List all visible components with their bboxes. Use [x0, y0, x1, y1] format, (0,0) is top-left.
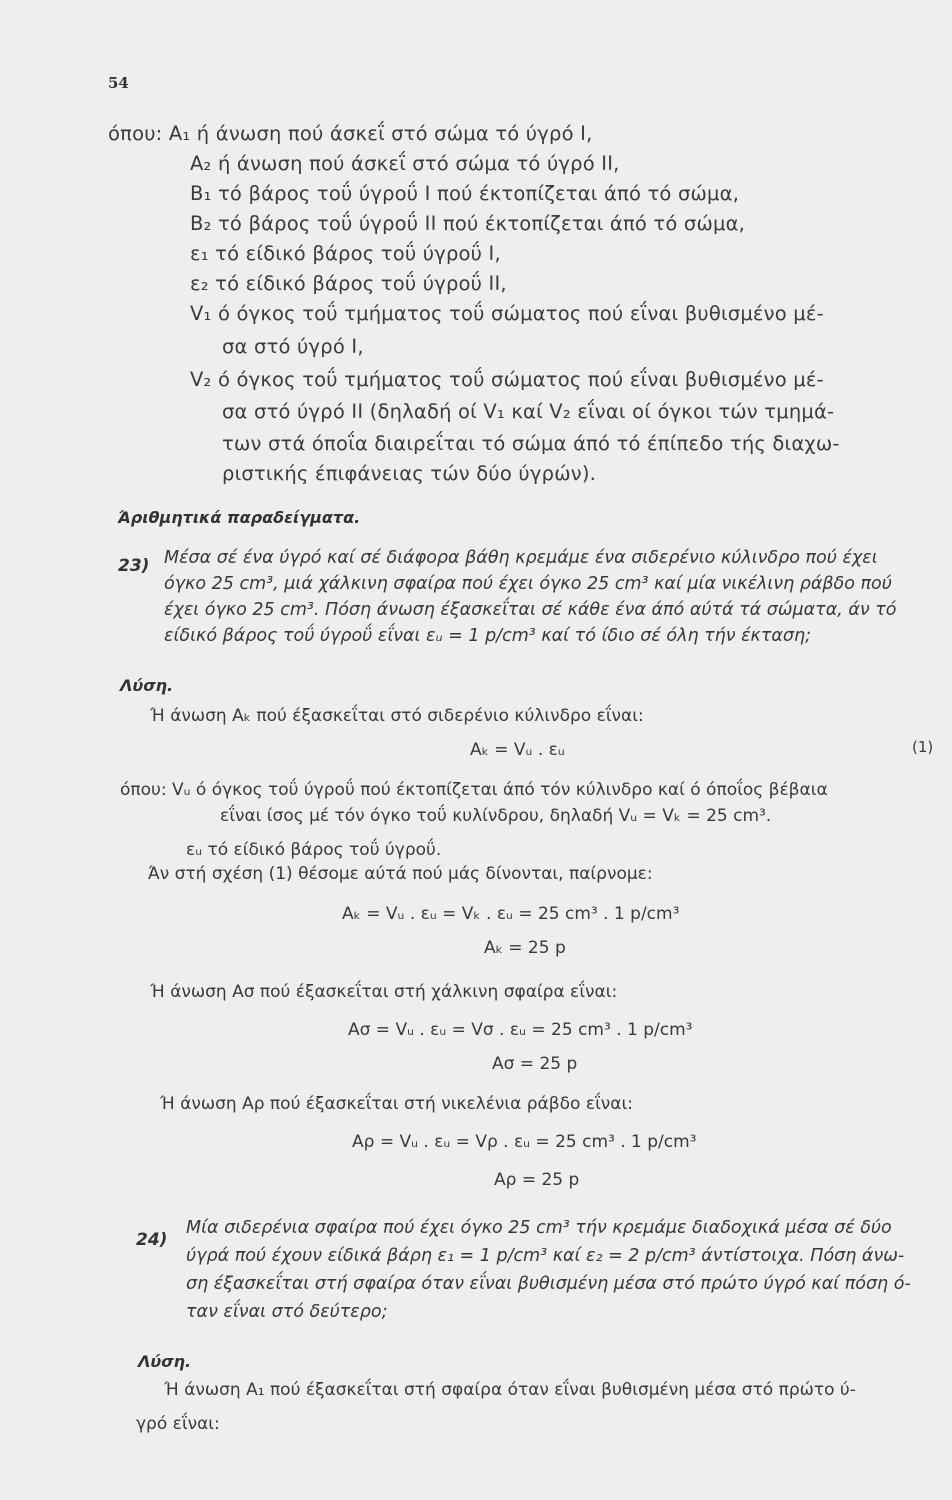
- solution-text: Ή άνωση Aρ πού έξασκεΐται στή νικελένια ράβδο εΐναι:: [160, 1094, 633, 1114]
- exercise-number: 23): [118, 556, 150, 576]
- def-line: ε₂ τό είδικό βάρος τοΰ ύγροΰ ΙΙ,: [190, 272, 507, 295]
- equation-result: Aσ = 25 p: [492, 1054, 578, 1074]
- equation: Aₖ = Vᵤ . εᵤ: [470, 740, 565, 760]
- solution-label: Λύση.: [138, 1352, 192, 1371]
- def-line: σα στό ύγρό ΙΙ (δηλαδή οί V₁ καί V₂ εΐναι οί όγκοι τών τμημά-: [222, 400, 835, 423]
- def-line: V₁ ό όγκος τοΰ τμήματος τοΰ σώματος πού εΐναι βυθισμένο μέ-: [190, 302, 824, 325]
- solution-text: Ή άνωση Aσ πού έξασκεΐται στή χάλκινη σφαίρα εΐναι:: [150, 982, 618, 1002]
- def-line: B₂ τό βάρος τοΰ ύγροΰ ΙΙ πού έκτοπίζεται άπό τό σώμα,: [190, 212, 746, 235]
- exercise-text: όγκο 25 cm³, μιά χάλκινη σφαίρα πού έχει όγκο 25 cm³ καί μία νικέλινη ράβδο πού: [164, 574, 892, 594]
- solution-text: εΐναι ίσος μέ τόν όγκο τοΰ κυλίνδρου, δηλαδή Vᵤ = Vₖ = 25 cm³.: [220, 806, 772, 826]
- solution-text: Άν στή σχέση (1) θέσομε αύτά πού μάς δίνονται, παίρνομε:: [148, 864, 653, 884]
- equation: Aρ = Vᵤ . εᵤ = Vρ . εᵤ = 25 cm³ . 1 p/cm³: [352, 1132, 697, 1152]
- solution-text: γρό εΐναι:: [136, 1414, 220, 1434]
- equation-result: Aρ = 25 p: [494, 1170, 580, 1190]
- exercise-text: ση έξασκεΐται στή σφαίρα όταν εΐναι βυθισμένη μέσα στό πρώτο ύγρό καί πόση ό-: [186, 1274, 911, 1294]
- def-line: ριστικής έπιφάνειας τών δύο ύγρών).: [222, 462, 597, 485]
- exercise-text: έχει όγκο 25 cm³. Πόση άνωση έξασκεΐται σέ κάθε ένα άπό αύτά τά σώματα, άν τό: [164, 600, 897, 620]
- exercise-text: ταν εΐναι στό δεύτερο;: [186, 1302, 388, 1322]
- page-number: 54: [108, 74, 129, 92]
- def-line: ε₁ τό είδικό βάρος τοΰ ύγροΰ Ι,: [190, 242, 501, 265]
- exercise-text: Μία σιδερένια σφαίρα πού έχει όγκο 25 cm³ τήν κρεμάμε διαδοχικά μέσα σέ δύο: [186, 1218, 892, 1238]
- exercise-text: ύγρά πού έχουν είδικά βάρη ε₁ = 1 p/cm³ καί ε₂ = 2 p/cm³ άντίστοιχα. Πόση άνω-: [186, 1246, 905, 1266]
- exercise-text: είδικό βάρος τοΰ ύγροΰ εΐναι εᵤ = 1 p/cm³ καί τό ίδιο σέ όλη τήν έκταση;: [164, 626, 811, 646]
- equation-number: (1): [912, 738, 934, 756]
- def-line: A₂ ή άνωση πού άσκεΐ στό σώμα τό ύγρό ΙΙ,: [190, 152, 620, 175]
- def-line: όπου: A₁ ή άνωση πού άσκεΐ στό σώμα τό ύγρό Ι,: [108, 122, 593, 145]
- solution-text: Ή άνωση A₁ πού έξασκεΐται στή σφαίρα όταν εΐναι βυθισμένη μέσα στό πρώτο ύ-: [164, 1380, 856, 1400]
- section-heading: Άριθμητικά παραδείγματα.: [118, 508, 361, 527]
- def-line: των στά όποΐα διαιρεΐται τό σώμα άπό τό έπίπεδο τής διαχω-: [222, 432, 840, 455]
- exercise-text: Μέσα σέ ένα ύγρό καί σέ διάφορα βάθη κρεμάμε ένα σιδερένιο κύλινδρο πού έχει: [164, 548, 878, 568]
- def-line: σα στό ύγρό Ι,: [222, 335, 364, 358]
- def-line: V₂ ό όγκος τοΰ τμήματος τοΰ σώματος πού εΐναι βυθισμένο μέ-: [190, 368, 824, 391]
- solution-text: Ή άνωση Aₖ πού έξασκεΐται στό σιδερένιο κύλινδρο εΐναι:: [150, 706, 644, 726]
- equation: Aₖ = Vᵤ . εᵤ = Vₖ . εᵤ = 25 cm³ . 1 p/cm³: [342, 904, 680, 924]
- exercise-number: 24): [136, 1230, 168, 1250]
- solution-text: όπου: Vᵤ ό όγκος τοΰ ύγροΰ πού έκτοπίζεται άπό τόν κύλινδρο καί ό όποΐος βέβαια: [120, 780, 828, 800]
- solution-text: εᵤ τό είδικό βάρος τοΰ ύγροΰ.: [186, 840, 442, 860]
- equation-result: Aₖ = 25 p: [484, 938, 566, 958]
- equation: Aσ = Vᵤ . εᵤ = Vσ . εᵤ = 25 cm³ . 1 p/cm³: [348, 1020, 693, 1040]
- solution-label: Λύση.: [120, 676, 174, 695]
- def-line: B₁ τό βάρος τοΰ ύγροΰ Ι πού έκτοπίζεται άπό τό σώμα,: [190, 182, 740, 205]
